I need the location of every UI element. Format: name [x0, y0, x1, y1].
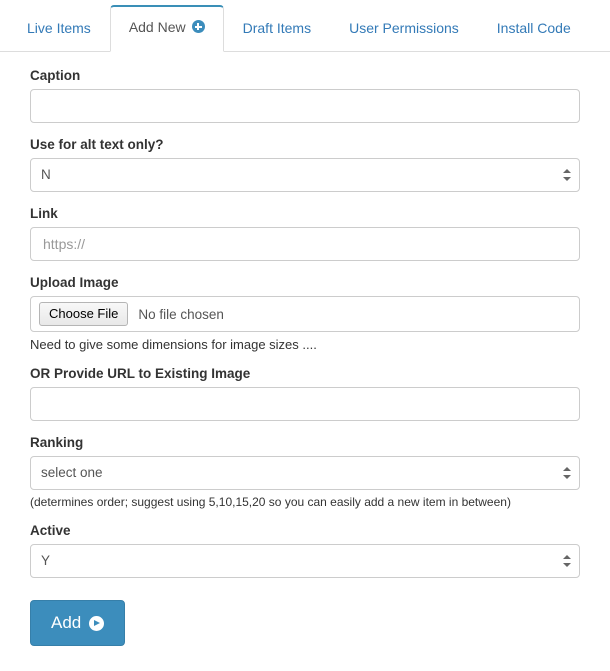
caption-label: Caption	[30, 68, 81, 83]
field-caption	[30, 68, 580, 123]
ranking-select-wrap	[30, 456, 580, 490]
link-label: Link	[30, 206, 58, 221]
ranking-help: (determines order; suggest using 5,10,15,20 so you can easily add a new item in between)	[30, 495, 511, 509]
upload-image-label: Upload Image	[30, 275, 119, 290]
file-status-text: No file chosen	[138, 306, 224, 322]
active-label: Active	[30, 523, 71, 538]
alt-text-only-select[interactable]: N	[30, 158, 580, 192]
field-ranking	[30, 435, 580, 509]
tab-bar	[0, 0, 610, 52]
plus-circle-icon	[192, 20, 205, 33]
caption-input[interactable]	[30, 89, 580, 123]
upload-image-file-field[interactable]	[30, 296, 580, 332]
ranking-select[interactable]: select one	[30, 456, 580, 490]
arrow-right-circle-icon	[89, 616, 104, 631]
tab-live-items-label: Live Items	[27, 20, 91, 36]
existing-url-label: OR Provide URL to Existing Image	[30, 366, 251, 381]
field-alt-text-only	[30, 137, 580, 192]
submit-row	[30, 600, 580, 670]
add-new-form	[0, 52, 610, 670]
tab-install-code[interactable]	[478, 7, 590, 52]
tab-user-permissions[interactable]	[330, 7, 478, 52]
add-button-label: Add	[51, 613, 82, 632]
alt-text-only-select-wrap	[30, 158, 580, 192]
field-active	[30, 523, 580, 578]
upload-image-help: Need to give some dimensions for image sizes ....	[30, 337, 317, 352]
field-existing-url	[30, 366, 580, 421]
tab-draft-items-label: Draft Items	[242, 20, 312, 36]
tab-install-code-label: Install Code	[496, 20, 571, 36]
ranking-label: Ranking	[30, 435, 84, 450]
tab-draft-items[interactable]	[224, 7, 330, 52]
alt-text-only-label: Use for alt text only?	[30, 137, 164, 152]
field-link	[30, 206, 580, 261]
tab-user-permissions-label: User Permissions	[349, 20, 459, 36]
active-select[interactable]: Y	[30, 544, 580, 578]
active-select-wrap	[30, 544, 580, 578]
existing-url-input[interactable]	[30, 387, 580, 421]
choose-file-button[interactable]: Choose File	[39, 302, 128, 326]
tab-live-items[interactable]	[8, 7, 110, 52]
tab-add-new-label: Add New	[128, 19, 186, 35]
tab-add-new[interactable]	[110, 5, 224, 52]
link-input[interactable]	[30, 227, 580, 261]
field-upload-image	[30, 275, 580, 352]
add-button[interactable]	[30, 600, 125, 646]
